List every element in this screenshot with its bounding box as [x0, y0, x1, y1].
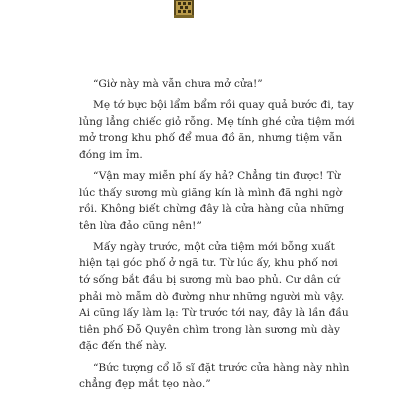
paragraph: [79, 168, 345, 234]
text-line: “Bức tượng cổ lỗ sĩ đặt trước cửa hàng này nhìn: [93, 361, 350, 374]
text-line: Mấy ngày trước, một cửa tiệm mới bỗng xuất: [93, 240, 335, 253]
text-line: đặc đến thế này.: [79, 340, 167, 353]
text-line: Ai cũng lấy làm lạ: Từ trước tới nay, đây là lần đầu: [79, 307, 349, 320]
paragraph: [79, 97, 355, 163]
text-line: hiện tại góc phố ở ngã tư. Từ lúc ấy, khu phố nơi: [79, 257, 338, 270]
text-line: lúc thấy sương mù giăng kín là mình đã nghi ngờ: [79, 186, 342, 199]
text-line: mở trong khu phố để mua đồ ăn, nhưng tiệm vẫn: [79, 132, 343, 145]
paragraph: [79, 360, 350, 393]
text-line: đóng im ỉm.: [79, 148, 143, 161]
text-line: “Vận may miễn phí ấy hả? Chẳng tin được! Từ: [93, 169, 341, 182]
text-line: phải mò mẫm dò đường như những người mù vậy.: [79, 290, 345, 303]
paragraph: [79, 239, 349, 355]
text-line: rồi. Không biết chừng đây là cửa hàng của những: [79, 203, 345, 216]
decorative-ornament-icon: [174, 0, 194, 18]
text-line: chẳng đẹp mắt tẹo nào.”: [79, 378, 211, 391]
text-line: lủng lẳng chiếc giỏ rỗng. Mẹ tính ghé cửa tiệm mới: [79, 115, 355, 128]
paragraph: [79, 76, 327, 93]
body-text: [79, 76, 355, 397]
text-line: Mẹ tớ bực bội lẩm bẩm rồi quay quả bước đi, tay: [93, 99, 354, 112]
text-line: tớ sống bắt đầu bị sương mù bao phủ. Cư dân cứ: [79, 274, 340, 287]
text-line: “Giờ này mà vẫn chưa mở cửa!”: [93, 78, 263, 90]
text-line: tên lừa đảo cũng nên!”: [79, 219, 202, 232]
text-line: tiên phố Đỗ Quyên chìm trong làn sương mù dày: [79, 323, 340, 336]
